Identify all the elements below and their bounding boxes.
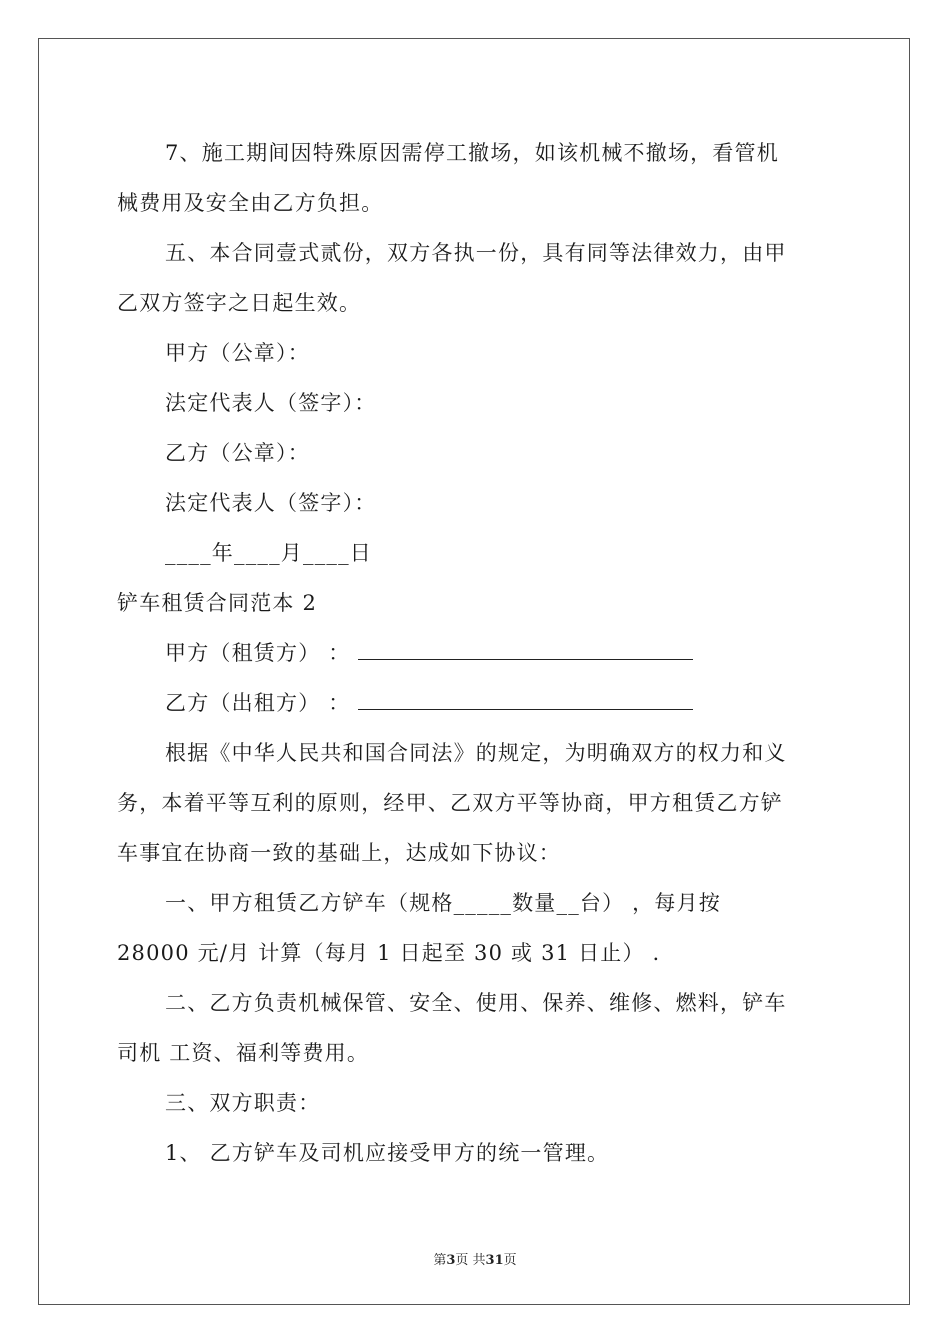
clause-2-line-2: 司机 工资、福利等费用。	[117, 1041, 370, 1065]
clause-1-line-2: 28000 元/月 计算（每月 1 日起至 30 或 31 日止） .	[117, 941, 661, 965]
party-a-seal: 甲方（公章）：	[165, 341, 310, 365]
party-b-lessor-line	[165, 691, 693, 715]
party-a-lessee-line	[165, 641, 693, 665]
clause-3-item-1: 1、 乙方铲车及司机应接受甲方的统一管理。	[165, 1141, 610, 1165]
contract-title-2: 铲车租赁合同范本 2	[117, 591, 318, 615]
clause-5-line-1: 五、本合同壹式贰份，双方各执一份，具有同等法律效力，由甲	[165, 241, 787, 265]
party-b-representative: 法定代表人（签字）：	[165, 491, 377, 515]
preamble-line-1: 根据《中华人民共和国合同法》的规定，为明确双方的权力和义	[165, 741, 787, 765]
footer-prefix: 第	[433, 1253, 447, 1268]
party-b-lessor-label: 乙方（出租方） ：	[165, 691, 351, 715]
clause-7-line-2: 械费用及安全由乙方负担。	[117, 191, 384, 215]
clause-3-heading: 三、双方职责：	[165, 1091, 321, 1115]
clause-1-line-1: 一、甲方租赁乙方铲车（规格_____数量__台） ，每月按	[165, 891, 721, 915]
party-a-lessee-label: 甲方（租赁方） ：	[165, 641, 351, 665]
footer-page-total: 31	[485, 1253, 504, 1268]
party-a-representative: 法定代表人（签字）：	[165, 391, 377, 415]
party-a-blank	[358, 641, 693, 660]
party-b-seal: 乙方（公章）：	[165, 441, 310, 465]
date-line: ____年____月____日	[165, 541, 372, 565]
footer-page-number: 3	[446, 1253, 456, 1268]
preamble-line-3: 车事宜在协商一致的基础上，达成如下协议：	[117, 841, 561, 865]
footer-mid: 页 共	[455, 1253, 486, 1268]
page-footer	[0, 1249, 950, 1268]
party-b-blank	[358, 691, 693, 710]
footer-suffix: 页	[503, 1253, 517, 1268]
preamble-line-2: 务，本着平等互利的原则，经甲、乙双方平等协商，甲方租赁乙方铲	[117, 791, 783, 815]
clause-5-line-2: 乙双方签字之日起生效。	[117, 291, 362, 315]
clause-7-line-1: 7、施工期间因特殊原因需停工撤场，如该机械不撤场，看管机	[165, 141, 779, 165]
clause-2-line-1: 二、乙方负责机械保管、安全、使用、保养、维修、燃料，铲车	[165, 991, 787, 1015]
